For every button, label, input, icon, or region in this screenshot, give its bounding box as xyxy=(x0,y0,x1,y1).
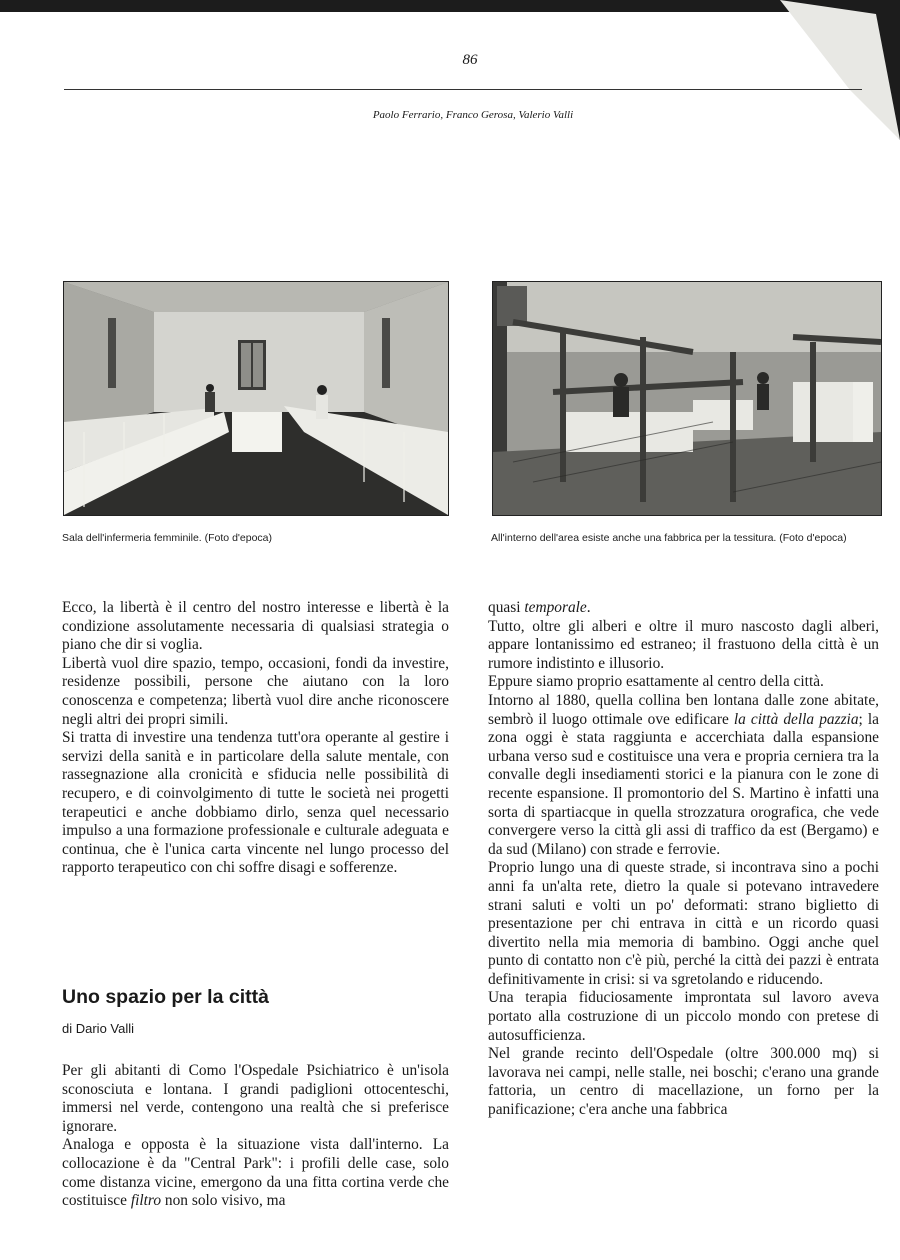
paragraph xyxy=(488,599,879,618)
text-run: non solo visivo, ma xyxy=(164,1192,286,1210)
scan-top-edge xyxy=(0,0,900,12)
paragraph: Ecco, la libertà è il centro del nostro interesse e libertà è la condizione assolutamente necessaria di qualsiasi strategia o piano che dir si voglia. xyxy=(62,599,449,654)
paragraph: Eppure siamo proprio esattamente al centro della città. xyxy=(488,673,824,691)
paragraph: Per gli abitanti di Como l'Ospedale Psichiatrico è un'isola sconosciuta e lontana. I grandi padiglioni ottocenteschi, immersi nel verde, contengono una realtà che si preferisce ignorare. xyxy=(62,1062,449,1135)
paragraph: Nel grande recinto dell'Ospedale (oltre 300.000 mq) si lavorava nei campi, nelle stalle, nei boschi; c'erano una grande fattoria, un centro di macellazione, un forno per la panificazione; c'era anche una fabbrica xyxy=(488,1045,879,1119)
text-run: quasi xyxy=(488,599,525,616)
text-run: Analoga e opposta è la situazione vista dall'interno. La collocazione è da "Central Park": i profili delle case, solo come distanza vicine, emergono da una fitta cortina verde che costituisce xyxy=(62,1136,449,1210)
right-column xyxy=(488,599,879,1120)
italic-term: la città della pazzia xyxy=(733,710,859,728)
paragraph: Tutto, oltre gli alberi e oltre il muro nascosto dagli alberi, appare lontanissimo ed estraneo; il frastuono della città è un rumore indistinto e illusorio. xyxy=(488,617,879,672)
paragraph: Libertà vuol dire spazio, tempo, occasioni, fondi da investire, residenze possibili, persone che aiutano con la loro conoscenza e competenza; libertà vuol dire anche riconoscere negli altri dei propri simili. xyxy=(62,654,449,728)
paragraph: Una terapia fiduciosamente improntata sul lavoro aveva portato alla costruzione di un piccolo mondo con pretese di autosufficienza. xyxy=(488,989,879,1044)
infirmary-photo xyxy=(63,281,449,516)
header-rule xyxy=(64,89,862,90)
weaving-factory-photo xyxy=(492,281,882,516)
left-column-article xyxy=(62,1062,449,1211)
text-run: Intorno al 1880, quella collina ben lontana dalle zone abitate, sembrò il luogo ottimale ove edificare xyxy=(488,691,879,728)
running-header-authors: Paolo Ferrario, Franco Gerosa, Valerio Valli xyxy=(372,109,574,121)
italic-term: filtro xyxy=(130,1192,162,1210)
paragraph: Si tratta di investire una tendenza tutt'ora operante al gestire i servizi della sanità e in particolare della salute mentale, con rassegnazione alla cronicità e sfiducia nelle possibilità di recupero, e di coinvolgimento di tutte le società nei progetti terapeutici e anche dobbiamo dirlo, senza quel necessario impulso a una formazione professionale e culturale adeguata e continua, che è l'unica carta vincente nel lungo processo del rapporto terapeutico con chi soffre disagi e sofferenze. xyxy=(62,729,449,877)
text-run: ; la zona oggi è stata raggiunta e accerchiata dalla espansione urbana verso sud e costituisce una vera e propria cerniera tra la convalle degli insediamenti storici e la pianura con le zone di recente espansione. Il promontorio del S. Martino è infatti una sorta di spartiacque in quella strozzatura orografica, che vede convergere verso la città gli assi di traffico da est (Bergamo) e da sud (Milano) con strade e ferrovie. xyxy=(488,710,880,858)
paragraph: Proprio lungo una di queste strade, si incontrava sino a pochi anni fa un'alta rete, dietro la quale si potevano intravedere strani saluti e volti un po' deformati: strano biglietto di presentazione per chi entrava in città e un ricordo quasi divertito nella mia memoria di bambino. Oggi anche quel punto di contatto non c'è più, perché la città dei pazzi è entrata definitivamente in crisi: si va sgretolando e riducendo. xyxy=(488,859,879,988)
figure-caption-right: All'interno dell'area esiste anche una fabbrica per la tessitura. (Foto d'epoca) xyxy=(491,532,847,544)
italic-term: temporale xyxy=(524,599,587,616)
byline: di Dario Valli xyxy=(62,1021,135,1036)
section-title: Uno spazio per la città xyxy=(62,986,269,1008)
page-number: 86 xyxy=(462,52,478,68)
left-column-intro xyxy=(62,599,449,878)
text-run: . xyxy=(586,599,591,616)
paragraph xyxy=(488,692,879,859)
figure-caption-left: Sala dell'infermeria femminile. (Foto d'epoca) xyxy=(62,532,273,544)
paragraph xyxy=(62,1136,449,1210)
